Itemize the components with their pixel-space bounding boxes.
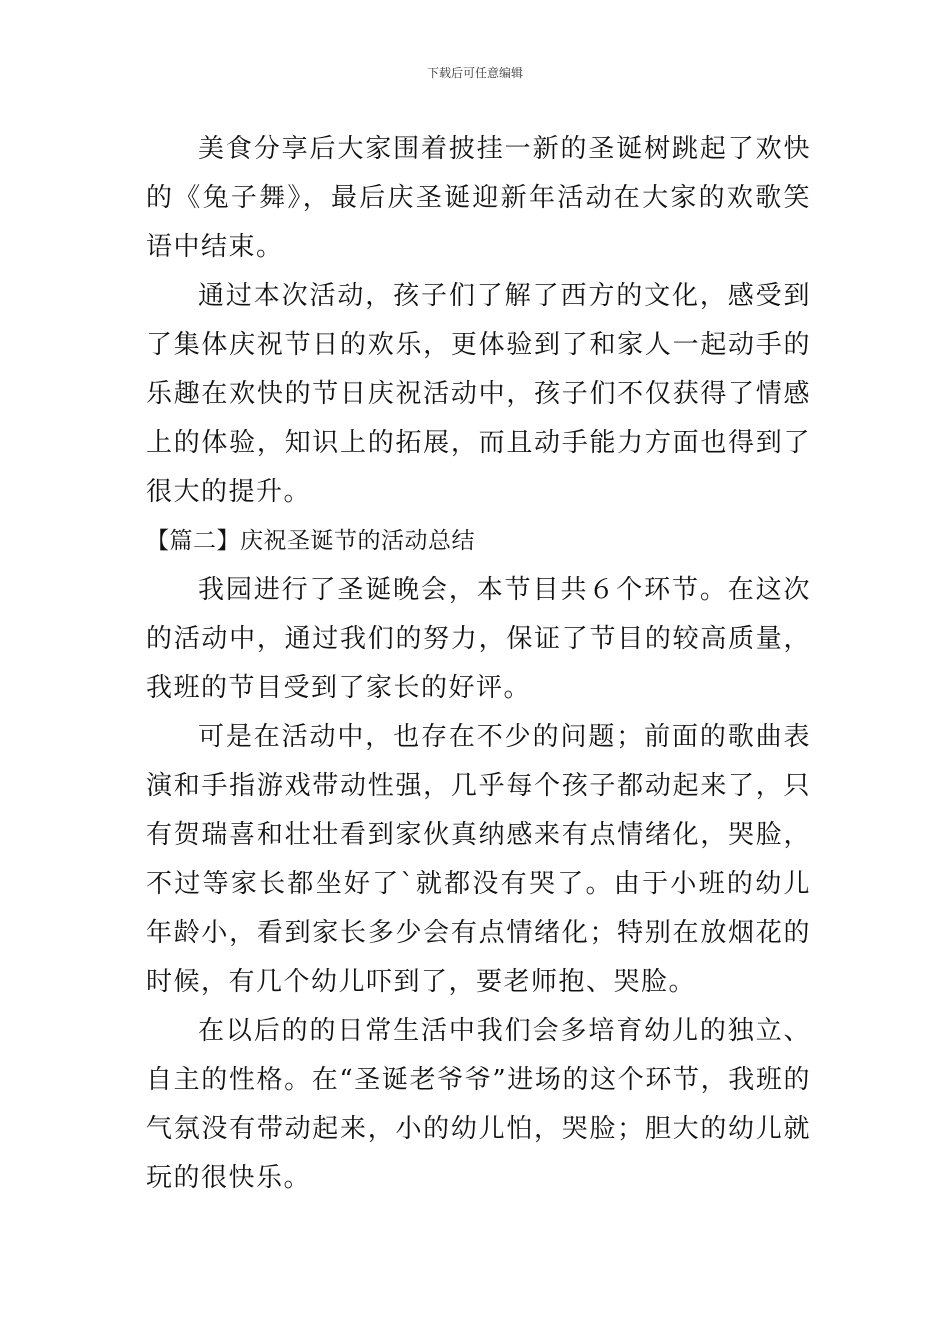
- page-header: 下载后可任意编辑: [426, 66, 523, 80]
- paragraph-dance-ending: 美食分享后大家围着披挂一新的圣诞树跳起了欢快的《兔子舞》，最后庆圣诞迎新年活动在大家的欢歌笑语中结束。: [146, 134, 811, 262]
- paragraph-future-plan: 在以后的的日常生活中我们会多培育幼儿的独立、自主的性格。在“圣诞老爷爷”进场的这个环节，我班的气氛没有带动起来，小的幼儿怕，哭脸；胆大的幼儿就玩的很快乐。: [146, 1016, 811, 1193]
- section-heading: 【篇二】庆祝圣诞节的活动总结: [146, 528, 475, 554]
- document-body: [146, 125, 811, 1203]
- paragraph-activity-reflection: 通过本次活动，孩子们了解了西方的文化，感受到了集体庆祝节日的欢乐，更体验到了和家人一起动手的乐趣在欢快的节日庆祝活动中，孩子们不仅获得了情感上的体验，知识上的拓展，而且动手能力方面也得到了很大的提升。: [146, 281, 811, 507]
- paragraph-problems: 可是在活动中，也存在不少的问题；前面的歌曲表演和手指游戏带动性强，几乎每个孩子都动起来了，只有贺瑞喜和壮壮看到家伙真纳感来有点情绪化，哭脸，不过等家长都坐好了`就都没有哭了。由于小班的幼儿年龄小，看到家长多少会有点情绪化；特别在放烟花的时候，有几个幼儿吓到了，要老师抱、哭脸。: [146, 722, 811, 997]
- paragraph-party-overview: 我园进行了圣诞晚会，本节目共６个环节。在这次的活动中，通过我们的努力，保证了节目的较高质量，我班的节目受到了家长的好评。: [146, 575, 811, 703]
